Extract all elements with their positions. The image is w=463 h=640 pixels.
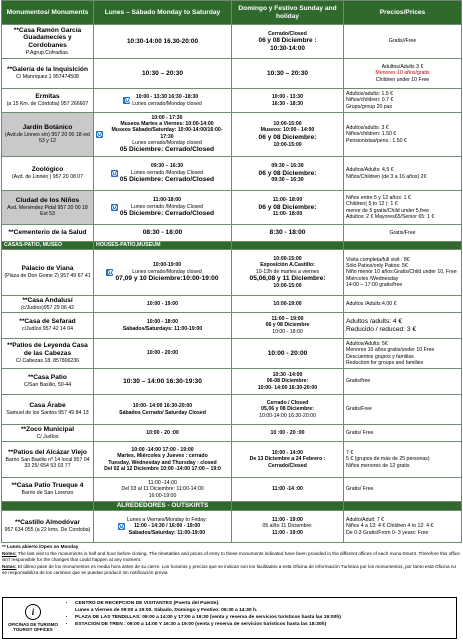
table-row: [2, 296, 462, 313]
sun-line: 06 y 08 Diciembre:: [258, 169, 317, 177]
price-line: De 0-3 Gratis/From 0- 3 years: Free: [346, 529, 429, 536]
price-line: Reduction for groups and families: [346, 359, 424, 366]
header-monuments: Monumentos/ Monuments: [2, 1, 94, 25]
sunday-hours-cell: [232, 157, 344, 191]
monument-cell: [2, 59, 94, 89]
price-line: Sólo Patios/only Patios: 5€: [346, 263, 408, 270]
section-label: CASAS-PATIO, MUSEO: [2, 242, 94, 250]
sun-line: 11:00 - 19:00: [272, 529, 303, 536]
sun-line: 05,06 y 08 Diciembre:: [261, 406, 314, 413]
sun-line: 09:30 – 16:30: [271, 163, 304, 170]
price-cell: [344, 113, 462, 157]
week-line: Del 03 al 11 Diciembre: 11:00-14:00: [121, 486, 204, 493]
monument-name: Jardín Botánico: [22, 124, 73, 132]
sun-line: 06 y 08 Diciembre:: [258, 133, 317, 141]
sun-line: 10-13h de martes a viernes: [255, 268, 320, 275]
sun-line: 10:00-15:00: [273, 282, 302, 289]
week-line: 11:00-18:00: [153, 197, 181, 204]
sun-line: Museos: 10:00 - 14:00: [260, 127, 315, 134]
weekday-hours-cell: [94, 225, 232, 242]
sun-line: 10:30 -14:00: [272, 372, 303, 379]
monument-name: **Castillo Almodóvar: [15, 519, 80, 527]
price-cell: [344, 191, 462, 225]
sunday-hours-cell: [232, 89, 344, 113]
price-line: Adultos/Adults: 5€: [346, 341, 388, 348]
clock-icon: [123, 97, 130, 104]
sunday-hours-cell: [232, 250, 344, 296]
table-row: [2, 113, 462, 157]
sunday-hours-cell: [232, 425, 344, 442]
week-line: 10:00-19:00: [152, 262, 182, 269]
week-line: Lunes cerrado/Monday closed: [132, 100, 202, 107]
sun-line: 06-08 Diciembre:: [266, 378, 309, 385]
price-line: 7 €: [346, 450, 354, 457]
weekday-hours-cell: [94, 157, 232, 191]
price-cell: [344, 442, 462, 478]
weekday-hours-cell: [94, 478, 232, 502]
notes-es: Notas: El último pase de los monumentos es media hora antes de su cierre. Los horarios y precios que se indican son los facilitados a esta Oficina de Información Turística por los monumentos, por tanto esta Oficina no se responsabiliza de los cambios que se puedan producir sin notificación previa: [2, 563, 457, 575]
sun-line: 10:00 - 18:00: [272, 328, 303, 335]
sun-line: 10 :00 - 20 :00: [270, 429, 305, 436]
table-row: [2, 250, 462, 296]
monument-name: **Casa Patio Trueque 4: [11, 482, 84, 490]
monuments-body: [2, 25, 462, 543]
monument-cell: [2, 511, 94, 543]
monument-name: Ciudad de los Niños: [15, 197, 80, 205]
monument-address: P.Agrup.Cofradías.: [25, 50, 70, 57]
header-weekdays: Lunes – Sábado Monday to Saturday: [94, 1, 232, 25]
tourist-offices-logo: i OFICINAS DE TURISMO TOURIST OFFICES: [3, 598, 63, 638]
week-line: Lunes cerrado/Monday closed: [132, 139, 202, 146]
monument-cell: [2, 225, 94, 242]
price-cell: [344, 425, 462, 442]
price-line: Gratis/free: [346, 378, 371, 385]
sun-line: Cerrado/Closed: [268, 30, 307, 37]
sun-line: 11:00 - 19:00: [272, 517, 303, 524]
price-line: Niños menores de 12 gratis: [346, 462, 410, 469]
sun-line: 11:00 -14 :00: [272, 486, 303, 493]
tourist-offices-box: [2, 597, 457, 639]
price-line: Gratis/ Free: [346, 429, 374, 436]
week-line: Lunes a Viernes/Monday to Friday:: [126, 517, 208, 524]
monuments-table: [1, 0, 462, 543]
monument-cell: [2, 478, 94, 502]
table-row: [2, 339, 462, 369]
price-line: Visita completa/full visit : 8€: [346, 256, 410, 263]
weekday-hours-cell: [94, 313, 232, 339]
sun-line: 10:00 - 20:00: [267, 349, 308, 357]
sunday-hours-cell: [232, 25, 344, 59]
monument-address: (a 15 Km. de Córdoba) 957 266607: [6, 101, 89, 108]
header-sundays: Domingo y Festivo Sunday and holiday: [232, 1, 344, 25]
price-line: Adultos/Adults: 4,5 €: [346, 167, 394, 174]
weekday-hours-cell: [94, 369, 232, 395]
monument-name: **Zoco Municipal: [20, 425, 75, 433]
week-line: 05 Diciembre: Cerrado/Closed: [119, 175, 215, 183]
section-blank: [344, 502, 462, 511]
price-cell: [344, 395, 462, 425]
week-line: 10:30-14:00 16.30-20:00: [126, 37, 199, 45]
weekday-hours-cell: [94, 89, 232, 113]
week-line: 10:00 - 20:00: [146, 350, 179, 357]
table-row: [2, 225, 462, 242]
section-blank: [232, 502, 344, 511]
sun-line: Exposición A.Castillo:: [260, 262, 315, 269]
weekday-hours-cell: [94, 250, 232, 296]
section-blank: [232, 242, 344, 250]
tourist-offices-list: [63, 601, 341, 638]
section-label: HOUSES-PATIO,MUSEUM: [94, 242, 232, 250]
sun-line: 10:00-19:00: [273, 300, 302, 307]
monument-address: 957 634 055 (a 22 kms. De Cordoba): [4, 527, 91, 534]
week-line: 05 Diciembre: Cerrado/Closed: [119, 146, 215, 154]
price-line: Children( 5 to 12 ): 1 €: [346, 201, 398, 208]
monument-cell: [2, 191, 94, 225]
sun-line: 10:00-15:00: [273, 121, 302, 128]
monument-name: **Patios de Leyenda Casa de las Cabezas: [7, 342, 88, 358]
sun-line: 16:30 - 18:30: [271, 100, 304, 107]
week-line: 10:00 -14:00 17:00 - 19:00: [131, 447, 194, 454]
weekday-hours-cell: [94, 296, 232, 313]
weekday-hours-cell: [94, 59, 232, 89]
tourist-office-item: • CENTRO DE RECEPCION DE VISITANTES (Puerta del Puente).: [75, 601, 341, 608]
week-line: Sábados Cerrado/ Saturday Closed: [119, 409, 206, 416]
price-line: Niños/children: 1.50 €: [346, 131, 397, 138]
tourist-office-item: Lunes a Viernes de 09:00 a 19:00. Sábado, Domingo y Festivo: 09:30 a 14:30 h.: [75, 607, 258, 613]
monument-address: Samuel de los Santos 957 49 84 13: [6, 410, 89, 417]
clock-icon: [118, 523, 125, 530]
monument-address: (Plaza de Don Gome 2) 957 49 67 41: [4, 273, 91, 280]
monument-cell: [2, 395, 94, 425]
tourist-office-item: • PLAZA DE LAS TENDILLAS: 09:00 a 14:00 y 17:00 a 19:30 (venta y reserva de servicios turísticos hasta las 19:00h): [75, 615, 341, 622]
sun-line: 06 y 08 Diciembre:: [258, 203, 317, 211]
monument-name: **Casa de Sefarad: [19, 318, 76, 326]
weekday-hours-cell: [94, 511, 232, 543]
price-line: Menores 10 años/gratis: [375, 70, 430, 77]
price-line: Adultos/adults: 1.5 €: [346, 91, 394, 98]
sun-line: 05,06,08 y 11 Diciembre:: [249, 274, 326, 282]
week-line: 10:30 – 20:30: [141, 69, 184, 77]
monument-cell: [2, 313, 94, 339]
price-cell: [344, 313, 462, 339]
clock-icon: [111, 204, 118, 211]
price-cell: [344, 225, 462, 242]
monument-cell: [2, 442, 94, 478]
price-line: Grupo/group 20 pax: [346, 103, 393, 110]
week-line: Tuesday, Wednesday and Thursday : closed: [108, 459, 217, 466]
monument-name: **Casa Ramón García Guadamecíes y Cordobanes: [13, 26, 82, 50]
monument-name: Palacio de Viana: [21, 265, 74, 273]
weekday-hours-cell: [94, 425, 232, 442]
price-cell: [344, 478, 462, 502]
week-line: Museos Sábado/Saturday: 10:00-14:00/16:00-17:30: [111, 127, 223, 140]
price-cell: [344, 250, 462, 296]
sunday-hours-cell: [232, 59, 344, 89]
monument-name: **Cementerio de la Salud: [8, 229, 87, 237]
monument-address: c/Judíos 957 42 14 04: [21, 326, 74, 333]
price-line: Adultos /Adults:4,00 €: [346, 300, 397, 307]
price-line: Adultos /adults: 4 €: [346, 317, 403, 325]
price-line: menor de 5 gratis/Child under 5,free: [346, 207, 430, 214]
monument-name: **Casa Patio: [28, 374, 67, 382]
section-row: [2, 502, 462, 511]
week-line: 09:30 – 16:30: [150, 163, 184, 170]
price-line: Adulto/Adult: 7 €: [346, 517, 385, 524]
weekday-hours-cell: [94, 339, 232, 369]
sunday-hours-cell: [232, 395, 344, 425]
monument-name: Casa Árabe: [29, 402, 66, 410]
sun-line: Cerrado / Closed: [266, 400, 309, 407]
table-row: [2, 425, 462, 442]
table-row: [2, 89, 462, 113]
monument-name: **Patios del Alcázar Viejo: [8, 449, 87, 457]
sun-line: 10:30-14:00: [270, 44, 305, 52]
weekday-hours-cell: [94, 25, 232, 59]
sun-line: 10:00-14:00 16:30-20:00: [259, 412, 316, 419]
sunday-hours-cell: [232, 191, 344, 225]
price-line: Children under 10 Free: [375, 76, 430, 83]
price-line: 5 € (grupos de más de 25 personas): [346, 456, 430, 463]
monument-address: C/.Cabezas 18. 857806236: [15, 358, 80, 365]
monument-address: C/ Judíos: [36, 433, 59, 440]
price-line: Pensionistas/pens.: 1.50 €: [346, 137, 407, 144]
sun-line: 10:30 – 20:30: [266, 69, 309, 77]
monument-address: (c/Judíos)957 29 06 42: [20, 304, 75, 311]
price-line: Niños 4 a 13: 4 € Children 4 to 12: 4 €: [346, 523, 434, 530]
monument-cell: [2, 25, 94, 59]
price-cell: [344, 25, 462, 59]
week-line: Museos Martes a Viernes: 10:00-14:00: [120, 121, 214, 128]
week-line: Sábados/Saturday: 11:00-19:00: [128, 529, 206, 536]
week-line: 08:30 - 18:00: [142, 229, 183, 237]
price-cell: [344, 511, 462, 543]
price-cell: [344, 157, 462, 191]
price-cell: [344, 59, 462, 89]
monument-address: Barrio de San Lorenzo: [21, 490, 74, 497]
table-row: [2, 511, 462, 543]
price-line: Niños/children: 0.7 €: [346, 97, 394, 104]
week-line: Lunes cerrado /Monday Closed: [130, 169, 204, 176]
price-line: Adultos: 2 € Mayores65/Senior 65: 1 €: [346, 213, 435, 220]
table-row: [2, 395, 462, 425]
section-blank: [344, 242, 462, 250]
sun-line: 11:00- 18:00: [272, 211, 303, 218]
price-line: 14:00 – 17:00 gratis/free: [346, 281, 403, 288]
price-line: Gratis/Free: [346, 406, 372, 413]
price-line: Gratis/Free: [389, 229, 416, 236]
monument-cell: [2, 425, 94, 442]
week-line: 10:00 - 20 :00: [146, 429, 179, 436]
sun-line: 06 y 08 Diciembre: [265, 322, 310, 329]
table-row: [2, 442, 462, 478]
price-line: Niño menor 10 años:Gratis/Child under 10, Free: [346, 269, 457, 276]
sun-line: 10:00 - 13:30: [271, 94, 304, 101]
sunday-hours-cell: [232, 225, 344, 242]
week-line: 10:30 – 14:00 16:30-19:30: [123, 377, 202, 385]
notes-en: Notes: The last visit to the monuments is half and hour before closing. The timetables and prices of entry to these monuments indicated have been provided in the different offices of each monu-0ment. Therefore this office isn't responsible for the changes that could happen at any moment.: [2, 550, 460, 562]
monument-name: **Galería de la Inquisición: [7, 66, 88, 74]
sun-line: 11:00- 18:00: [272, 197, 303, 204]
price-cell: [344, 369, 462, 395]
table-row: [2, 25, 462, 59]
sunday-hours-cell: [232, 442, 344, 478]
week-line: 10:00 - 18:00: [146, 319, 179, 326]
monument-cell: [2, 250, 94, 296]
sunday-hours-cell: [232, 478, 344, 502]
week-line: Martes, Miércoles y Jueves : cerrado: [117, 453, 208, 460]
price-line: Adultos/Adults 3 €: [381, 64, 424, 71]
monument-cell: [2, 296, 94, 313]
weekday-hours-cell: [94, 191, 232, 225]
clock-icon: [96, 131, 103, 138]
price-cell: [344, 339, 462, 369]
monument-address: C/San Basilio, 50-44: [23, 382, 72, 389]
week-line: Lunes cerrado /Monday Closed: [130, 203, 204, 210]
monument-address: (Avd.de Linneo s/n) 957 20 00 18 ext 53 y 12: [5, 132, 90, 145]
price-line: Niños entre 5 y 12 años: 1 €: [346, 195, 411, 202]
tourist-office-item: • ESTACION DE TREN : 09:00 a 14:00 Y 16:30 a 19:00 (venta y reserva de servicios turísticos hasta las 18:30h): [75, 622, 341, 629]
week-line: 10:00 - 13:30 16:30 -18:30: [135, 94, 199, 101]
week-line: 11:00 - 14:30 / 16:00 - 19:00: [133, 523, 201, 530]
info-icon: i: [25, 604, 41, 620]
price-line: Descuentos grupos y familias: [346, 353, 414, 360]
table-row: [2, 157, 462, 191]
weekday-hours-cell: [94, 442, 232, 478]
week-line: 10:00- 14:00 16:30-20:00: [132, 403, 193, 410]
monument-address: C/ Manríquez,1 957474508: [16, 74, 79, 81]
price-cell: [344, 296, 462, 313]
week-line: 10:00 - 19:00: [146, 300, 179, 307]
sunday-hours-cell: [232, 113, 344, 157]
sun-line: 10:00- 14:00 16:30-20:00: [257, 384, 318, 391]
footnote: ** Lunes abierto /Open on Monday: [2, 544, 79, 549]
table-row: [2, 313, 462, 339]
week-line: Sábados/Saturdays: 11:00-19:00: [122, 325, 203, 332]
sun-line: 10:00-15:00: [273, 256, 302, 263]
week-line: 11:00 -14:00: [148, 480, 177, 487]
sun-line: 05 al/to 11 Diciembre:: [262, 523, 313, 530]
sun-line: Cerrado/Closed: [268, 462, 307, 469]
price-line: Menores 10 años gratis/under 10 Free: [346, 347, 435, 354]
price-line: Gratis//Free: [388, 38, 417, 45]
table-row: [2, 191, 462, 225]
price-cell: [344, 89, 462, 113]
price-line: Gratis/ Free: [346, 486, 374, 493]
sun-line: 09:30 – 16:30: [271, 177, 304, 184]
monument-name: Zoológico: [31, 166, 64, 174]
sunday-hours-cell: [232, 313, 344, 339]
price-line: Adultos/adults: 3 €: [346, 125, 389, 132]
price-line: Miércoles /Wednesday: [346, 275, 399, 282]
week-line: Del 02 al 12 Diciembre 10:00 -14:00 17:00 – 19:0: [104, 465, 221, 472]
monument-cell: [2, 369, 94, 395]
week-line: 07,09 y 10 Diciembre:10:00-19:00: [115, 274, 219, 282]
weekday-hours-cell: [94, 395, 232, 425]
monument-address: Barrio San Basilio nº 14 local 957 04 33 25/ 654 53 03 77: [5, 457, 90, 470]
table-row: [2, 59, 462, 89]
monument-cell: [2, 339, 94, 369]
sun-line: De 13 Diciembre a 24 Febrero :: [249, 456, 326, 463]
clock-icon: [111, 170, 118, 177]
week-line: 10:00 - 17:30: [151, 114, 183, 121]
section-label: ALREDEDORES - OUTSKIRTS: [94, 502, 232, 511]
sun-line: 8:30 - 18:00: [269, 229, 306, 237]
weekday-hours-cell: [94, 113, 232, 157]
monument-address: Avd. Menéndez Pidal 957 20 00 18 Ext 53: [7, 205, 88, 218]
monument-cell: [2, 113, 94, 157]
clock-icon: [106, 269, 113, 276]
monument-cell: [2, 157, 94, 191]
sunday-hours-cell: [232, 511, 344, 543]
sun-line: 06 y 08 Diciembre :: [258, 36, 317, 44]
monument-address: (Avd. de Linneo ) 957 20 08 07: [11, 174, 84, 181]
monument-name: Ermitas: [35, 93, 60, 101]
sunday-hours-cell: [232, 339, 344, 369]
sunday-hours-cell: [232, 296, 344, 313]
week-line: 05 Diciembre: Cerrado/Closed: [119, 209, 215, 217]
price-line: Niños/Children (de 3 a 16 años) 2€: [346, 173, 427, 180]
sun-line: 11:00 – 19:00: [271, 316, 304, 323]
week-line: Lunes cerrado/Monday closed: [132, 268, 202, 275]
sun-line: 10:00-15:00: [273, 141, 302, 148]
table-header: [2, 1, 462, 25]
table-row: [2, 478, 462, 502]
price-line: Reducido / reduced: 3 €: [346, 325, 417, 333]
table-row: [2, 369, 462, 395]
monument-cell: [2, 89, 94, 113]
section-label: [2, 502, 94, 511]
sunday-hours-cell: [232, 369, 344, 395]
header-prices: Precios/Prices: [344, 1, 462, 25]
monument-name: **Casa Andalusí: [22, 296, 73, 304]
sun-line: 10:00 - 14:00: [271, 450, 304, 457]
week-line: 16:00-19:00: [148, 492, 177, 499]
section-row: [2, 242, 462, 250]
